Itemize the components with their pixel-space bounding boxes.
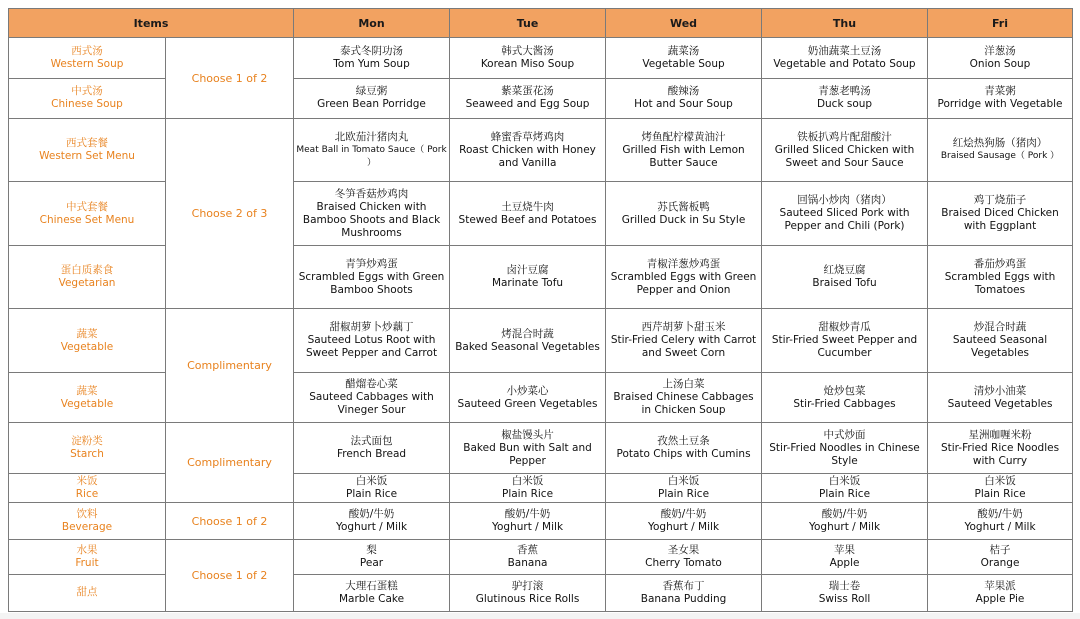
choice-cell: Complimentary (166, 423, 294, 503)
menu-cell: 冬笋香菇炒鸡肉 Braised Chicken with Bamboo Shoots and Black Mushrooms (294, 182, 450, 246)
header-row (9, 9, 1073, 38)
menu-cell: 鸡丁烧茄子 Braised Diced Chicken with Eggplant (928, 182, 1073, 246)
menu-cell: 苹果派 Apple Pie (928, 574, 1073, 611)
choice-cell: Choose 2 of 3 (166, 118, 294, 309)
menu-cell: 香蕉 Banana (450, 540, 606, 574)
menu-cell: 白米饭 Plain Rice (762, 473, 928, 502)
menu-cell: 香蕉布丁 Banana Pudding (606, 574, 762, 611)
category-cell: 中式套餐 Chinese Set Menu (9, 182, 166, 246)
choice-cell: Choose 1 of 2 (166, 540, 294, 612)
menu-cell: 回锅小炒肉（猪肉） Sauteed Sliced Pork with Pepper and Chili (Pork) (762, 182, 928, 246)
category-cell: 水果 Fruit (9, 540, 166, 574)
menu-cell: 大理石蛋糕 Marble Cake (294, 574, 450, 611)
menu-cell: 红烩热狗肠（猪肉） Braised Sausage（ Pork ） (928, 118, 1073, 182)
menu-cell: 酸奶/牛奶 Yoghurt / Milk (928, 503, 1073, 540)
menu-cell: 青笋炒鸡蛋 Scrambled Eggs with Green Bamboo Shoots (294, 245, 450, 309)
menu-cell: 酸奶/牛奶 Yoghurt / Milk (606, 503, 762, 540)
category-cell: 中式汤 Chinese Soup (9, 78, 166, 118)
menu-cell: 青椒洋葱炒鸡蛋 Scrambled Eggs with Green Pepper and Onion (606, 245, 762, 309)
header-day-mon: Mon (294, 9, 450, 38)
header-day-wed: Wed (606, 9, 762, 38)
menu-cell: 红烧豆腐 Braised Tofu (762, 245, 928, 309)
category-cell: 饮料 Beverage (9, 503, 166, 540)
menu-cell: 酸奶/牛奶 Yoghurt / Milk (450, 503, 606, 540)
menu-cell: 奶油蔬菜土豆汤 Vegetable and Potato Soup (762, 38, 928, 78)
choice-cell: Choose 1 of 2 (166, 503, 294, 540)
menu-cell: 中式炒面 Stir-Fried Noodles in Chinese Style (762, 423, 928, 473)
menu-cell: 韩式大酱汤 Korean Miso Soup (450, 38, 606, 78)
menu-cell: 白米饭 Plain Rice (928, 473, 1073, 502)
menu-cell: 苹果 Apple (762, 540, 928, 574)
header-day-tue: Tue (450, 9, 606, 38)
menu-cell: 铁板扒鸡片配甜酸汁 Grilled Sliced Chicken with Sweet and Sour Sauce (762, 118, 928, 182)
menu-cell: 小炒菜心 Sauteed Green Vegetables (450, 372, 606, 422)
menu-cell: 梨 Pear (294, 540, 450, 574)
menu-cell: 酸奶/牛奶 Yoghurt / Milk (294, 503, 450, 540)
menu-cell: 蔬菜汤 Vegetable Soup (606, 38, 762, 78)
menu-cell: 泰式冬阴功汤 Tom Yum Soup (294, 38, 450, 78)
category-cell: 甜点 (9, 574, 166, 611)
menu-cell: 紫菜蛋花汤 Seaweed and Egg Soup (450, 78, 606, 118)
header-day-thu: Thu (762, 9, 928, 38)
menu-cell: 卤汁豆腐 Marinate Tofu (450, 245, 606, 309)
menu-cell: 土豆烧牛肉 Stewed Beef and Potatoes (450, 182, 606, 246)
category-cell: 淀粉类 Starch (9, 423, 166, 473)
choice-cell: Choose 1 of 2 (166, 38, 294, 119)
table-row (9, 503, 1073, 540)
category-cell: 西式汤 Western Soup (9, 38, 166, 78)
table-row (9, 118, 1073, 182)
menu-cell: 青葱老鸭汤 Duck soup (762, 78, 928, 118)
menu-cell: 驴打滚 Glutinous Rice Rolls (450, 574, 606, 611)
menu-cell: 西芹胡萝卜甜玉米 Stir-Fried Celery with Carrot and Sweet Corn (606, 309, 762, 373)
menu-cell: 青菜粥 Porridge with Vegetable (928, 78, 1073, 118)
menu-cell: 醋熘卷心菜 Sauteed Cabbages with Vineger Sour (294, 372, 450, 422)
menu-cell: 白米饭 Plain Rice (294, 473, 450, 502)
menu-cell: 番茄炒鸡蛋 Scrambled Eggs with Tomatoes (928, 245, 1073, 309)
header-items: Items (9, 9, 294, 38)
table-row (9, 540, 1073, 574)
category-cell: 蔬菜 Vegetable (9, 372, 166, 422)
menu-cell: 甜椒胡萝卜炒藕丁 Sauteed Lotus Root with Sweet Pepper and Carrot (294, 309, 450, 373)
menu-cell: 烤鱼配柠檬黄油汁 Grilled Fish with Lemon Butter Sauce (606, 118, 762, 182)
menu-cell: 洋葱汤 Onion Soup (928, 38, 1073, 78)
menu-cell: 星洲咖喱米粉 Stir-Fried Rice Noodles with Curry (928, 423, 1073, 473)
menu-cell: 椒盐馒头片 Baked Bun with Salt and Pepper (450, 423, 606, 473)
menu-cell: 绿豆粥 Green Bean Porridge (294, 78, 450, 118)
menu-cell: 孜然土豆条 Potato Chips with Cumins (606, 423, 762, 473)
menu-cell: 甜椒炒青瓜 Stir-Fried Sweet Pepper and Cucumber (762, 309, 928, 373)
menu-cell: 烤混合时蔬 Baked Seasonal Vegetables (450, 309, 606, 373)
header-day-fri: Fri (928, 9, 1073, 38)
table-row (9, 423, 1073, 473)
category-cell: 米饭 Rice (9, 473, 166, 502)
menu-cell: 蜂蜜香草烤鸡肉 Roast Chicken with Honey and Vanilla (450, 118, 606, 182)
menu-cell: 白米饭 Plain Rice (450, 473, 606, 502)
bottom-edge-bar (0, 613, 1080, 619)
menu-cell: 上汤白菜 Braised Chinese Cabbages in Chicken Soup (606, 372, 762, 422)
menu-cell: 法式面包 French Bread (294, 423, 450, 473)
choice-cell: Complimentary (166, 309, 294, 423)
menu-cell: 白米饭 Plain Rice (606, 473, 762, 502)
menu-cell: 北欧茄汁猪肉丸 Meat Ball in Tomato Sauce（ Pork ） (294, 118, 450, 182)
weekly-menu-table (8, 8, 1073, 612)
menu-cell: 桔子 Orange (928, 540, 1073, 574)
category-cell: 蔬菜 Vegetable (9, 309, 166, 373)
menu-cell: 酸辣汤 Hot and Sour Soup (606, 78, 762, 118)
table-row (9, 38, 1073, 78)
category-cell: 蛋白质素食 Vegetarian (9, 245, 166, 309)
menu-cell: 清炒小油菜 Sauteed Vegetables (928, 372, 1073, 422)
menu-cell: 酸奶/牛奶 Yoghurt / Milk (762, 503, 928, 540)
menu-cell: 瑞士卷 Swiss Roll (762, 574, 928, 611)
menu-cell: 炝炒包菜 Stir-Fried Cabbages (762, 372, 928, 422)
menu-cell: 圣女果 Cherry Tomato (606, 540, 762, 574)
menu-cell: 炒混合时蔬 Sauteed Seasonal Vegetables (928, 309, 1073, 373)
table-row (9, 309, 1073, 373)
menu-cell: 苏氏酱板鸭 Grilled Duck in Su Style (606, 182, 762, 246)
category-cell: 西式套餐 Western Set Menu (9, 118, 166, 182)
